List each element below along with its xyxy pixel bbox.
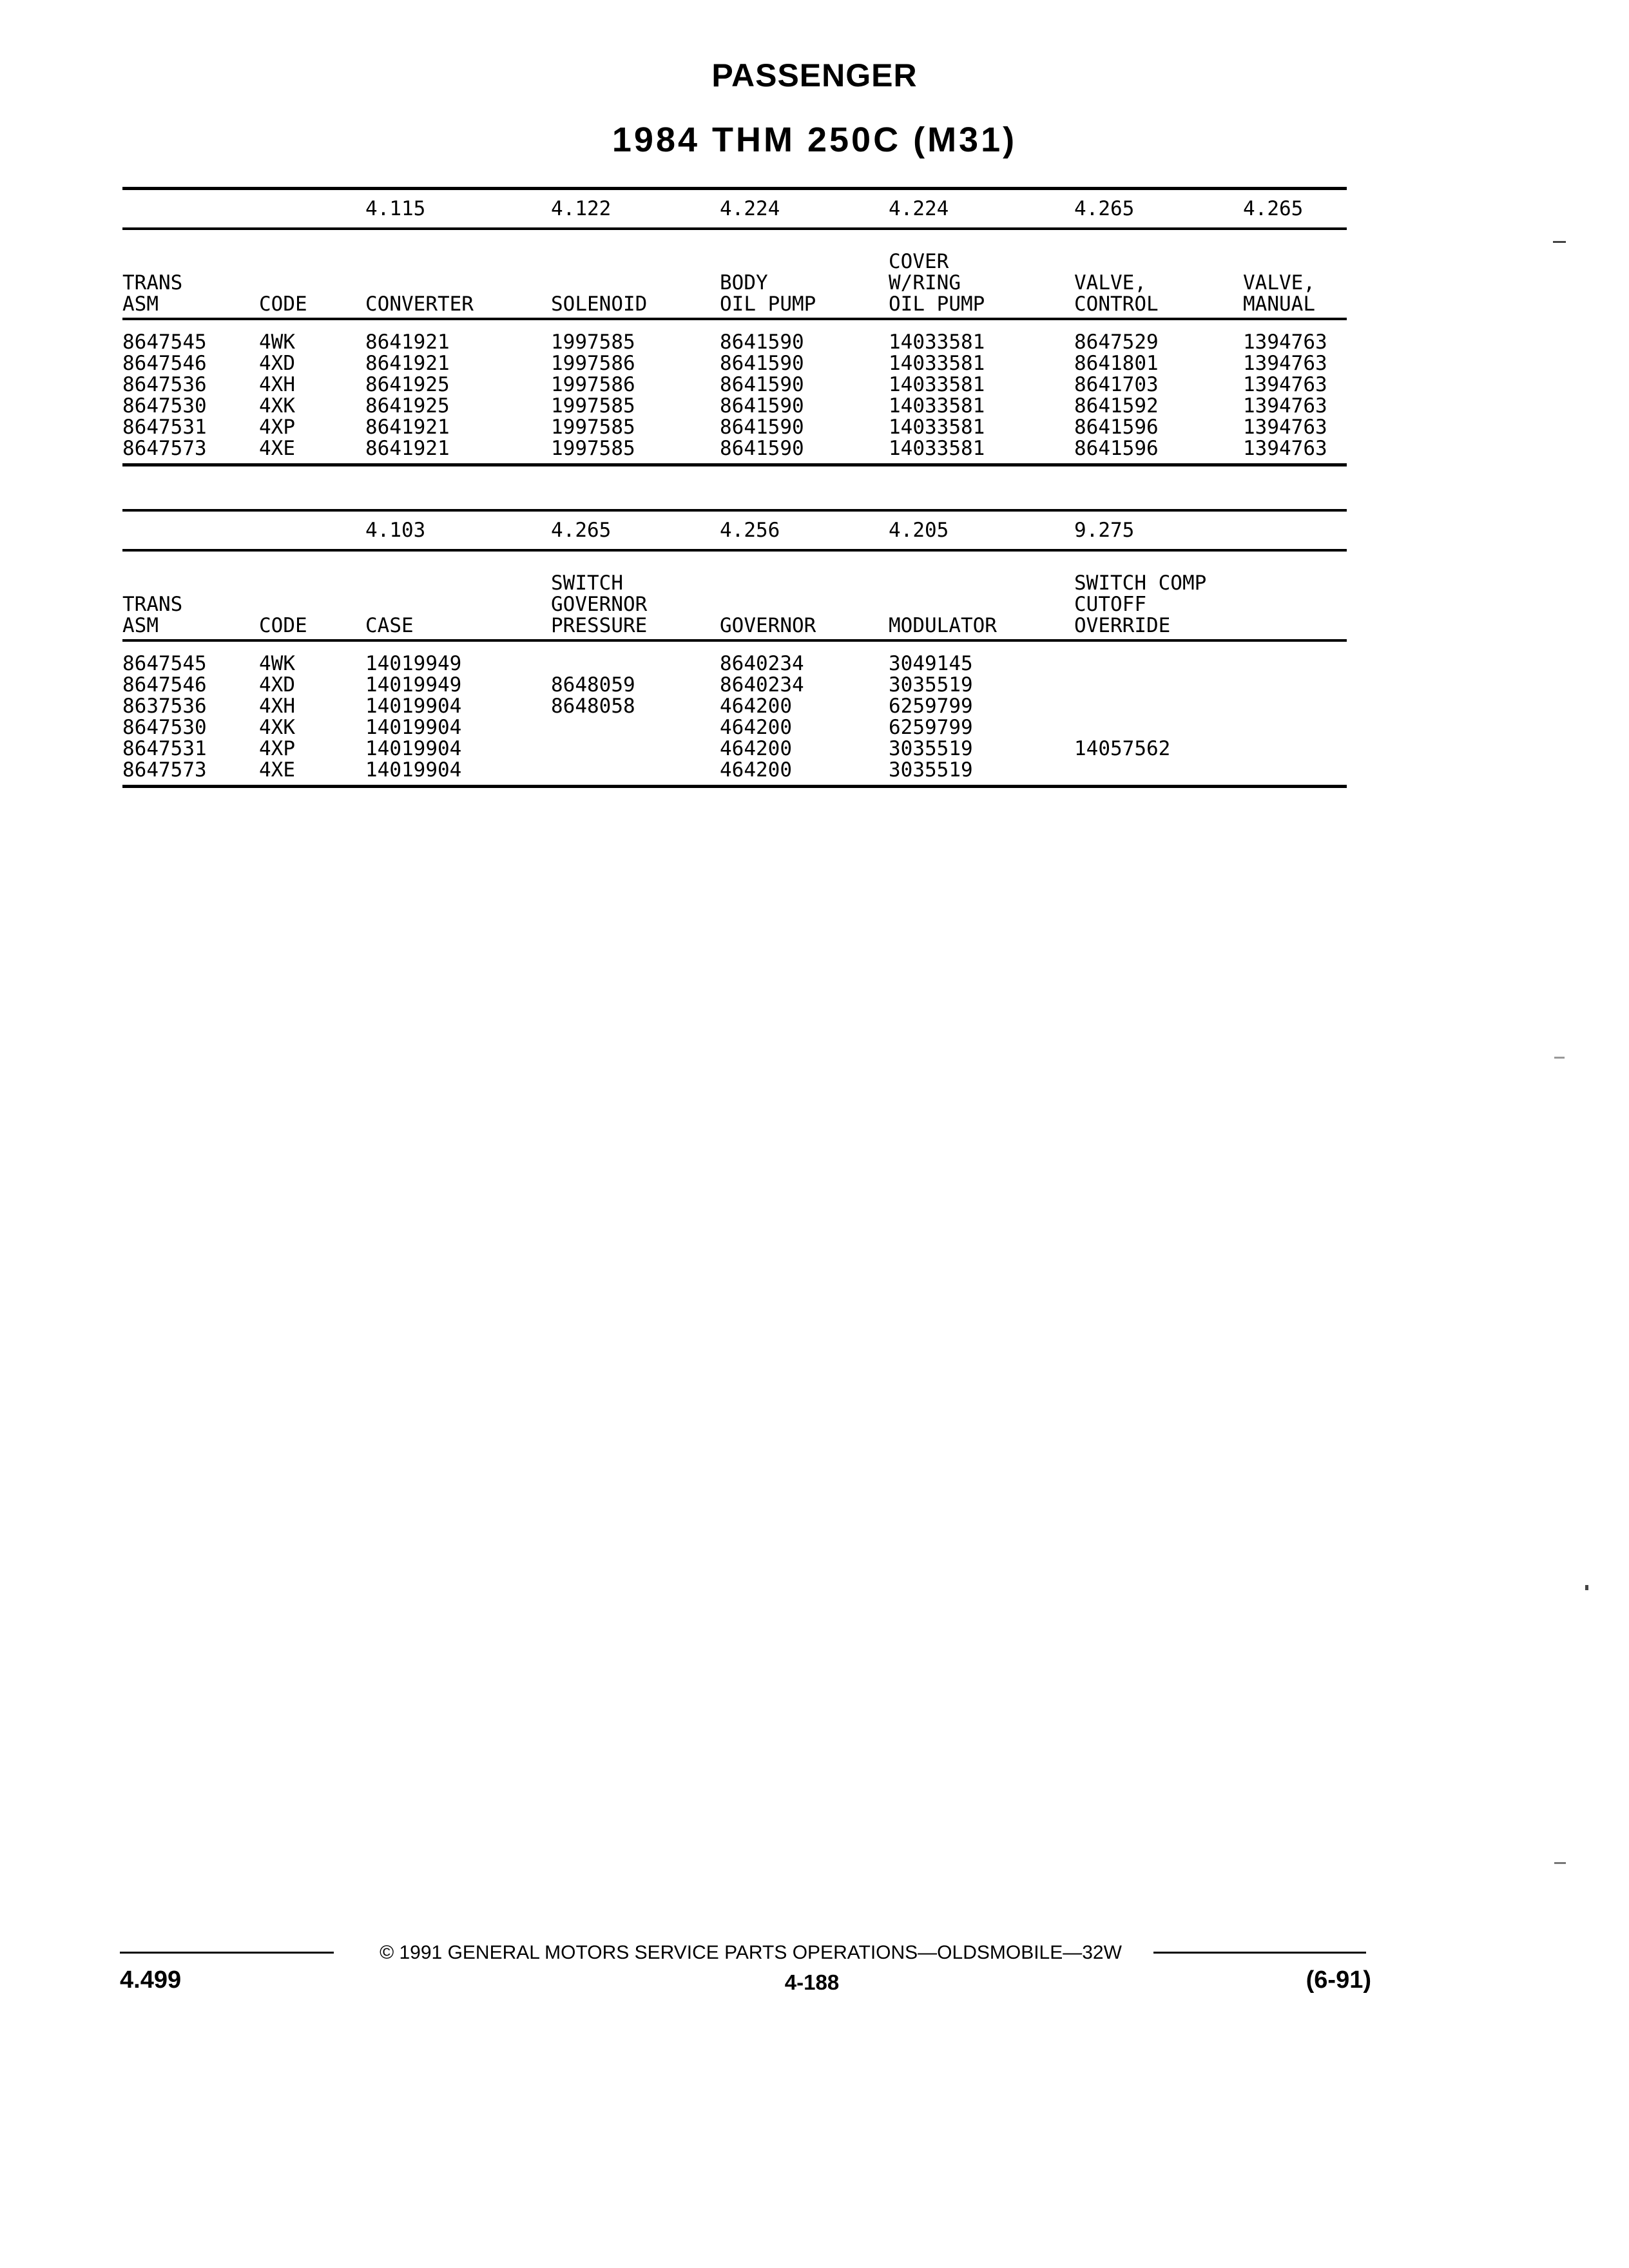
scan-mark: [1553, 241, 1566, 243]
ref-cell: 4.224: [889, 197, 949, 220]
table-cell: 14033581: [889, 416, 985, 439]
table-row: [122, 738, 1347, 760]
table-row: [122, 760, 1347, 787]
column-header-cover-oil-pump: COVER W/RING OIL PUMP: [889, 250, 985, 316]
ref-cell: 4.205: [889, 518, 949, 542]
table-row: [122, 438, 1347, 465]
table-cell: 8648059: [551, 673, 635, 697]
table-cell: 464200: [720, 737, 792, 760]
table-cell: 4XD: [259, 673, 295, 697]
table-cell: 3049145: [889, 652, 973, 675]
column-header-trans-asm: TRANS ASM: [122, 593, 183, 637]
table-cell: 4WK: [259, 331, 295, 354]
table-cell: 8640234: [720, 652, 804, 675]
table-cell: 8641590: [720, 373, 804, 396]
table-cell: 8647531: [122, 737, 207, 760]
ref-cell: [122, 510, 259, 550]
table-row: [122, 717, 1347, 738]
table-cell: 8641592: [1074, 394, 1159, 418]
ref-cell: 4.256: [720, 518, 780, 542]
table-cell: 8647546: [122, 673, 207, 697]
table-cell: [1243, 717, 1347, 738]
table-cell: 1997585: [551, 437, 635, 460]
table-cell: 1394763: [1243, 331, 1327, 354]
table-cell: 8641921: [365, 437, 450, 460]
table-cell: 14019904: [365, 737, 462, 760]
scan-mark: [1554, 1862, 1566, 1864]
table-cell: 6259799: [889, 716, 973, 739]
table-cell: 8647545: [122, 652, 207, 675]
ref-cell: [259, 510, 365, 550]
table-cell: 8641921: [365, 331, 450, 354]
table-row: [122, 640, 1347, 675]
table-cell: 14019949: [365, 652, 462, 675]
table-cell: 8641921: [365, 352, 450, 375]
column-header-trans-asm: TRANS ASM: [122, 271, 183, 316]
table-cell: 8641590: [720, 437, 804, 460]
table-cell: 1997586: [551, 373, 635, 396]
page-title: PASSENGER: [711, 57, 918, 93]
table-cell: 8641596: [1074, 416, 1159, 439]
table-cell: 464200: [720, 716, 792, 739]
parts-table-1: [122, 187, 1347, 466]
ref-cell: 9.275: [1074, 518, 1135, 542]
column-header-switch-comp-cutoff-override: SWITCH COMP CUTOFF OVERRIDE: [1074, 572, 1207, 637]
table-cell: 1394763: [1243, 437, 1327, 460]
column-header-governor: GOVERNOR: [720, 614, 816, 637]
table-cell: [1243, 640, 1347, 675]
table-cell: 1997585: [551, 394, 635, 418]
table-cell: 14019949: [365, 673, 462, 697]
parts-table-2: [122, 509, 1347, 788]
table-body: [122, 319, 1347, 465]
column-header-empty: [1243, 550, 1347, 640]
column-header-switch-governor-pressure: SWITCH GOVERNOR PRESSURE: [551, 572, 648, 637]
column-header-body-oil-pump: BODY OIL PUMP: [720, 271, 816, 316]
table-cell: 464200: [720, 758, 792, 782]
table-cell: 1997585: [551, 331, 635, 354]
column-header-solenoid: SOLENOID: [551, 293, 648, 316]
column-header-modulator: MODULATOR: [889, 614, 997, 637]
table-row: [122, 675, 1347, 696]
scan-mark: [1585, 1585, 1588, 1590]
table-cell: 4XK: [259, 716, 295, 739]
table-row: [122, 374, 1347, 396]
table-cell: 14019904: [365, 695, 462, 718]
table-row: [122, 417, 1347, 438]
table-cell: 4XH: [259, 373, 295, 396]
table-cell: 8641590: [720, 331, 804, 354]
column-header-case: CASE: [365, 614, 414, 637]
table-cell: 1394763: [1243, 373, 1327, 396]
table-cell: [1074, 696, 1243, 717]
table-cell: 8641590: [720, 394, 804, 418]
table-cell: [551, 640, 720, 675]
table-cell: 8640234: [720, 673, 804, 697]
footer-rule-left: [120, 1952, 334, 1954]
table-cell: 8641596: [1074, 437, 1159, 460]
table-cell: [1243, 738, 1347, 760]
ref-cell: [259, 189, 365, 229]
ref-cell: 4.122: [551, 197, 612, 220]
section-number: 4.499: [120, 1966, 182, 1994]
table-cell: 4WK: [259, 652, 295, 675]
table-cell: 14033581: [889, 352, 985, 375]
table-cell: 4XK: [259, 394, 295, 418]
table-cell: [551, 760, 720, 787]
table-body: [122, 640, 1347, 787]
table-row: [122, 696, 1347, 717]
table-cell: 464200: [720, 695, 792, 718]
table-cell: [1074, 640, 1243, 675]
table-cell: 8641925: [365, 373, 450, 396]
ref-cell: 4.265: [1074, 197, 1135, 220]
table-cell: 4XE: [259, 437, 295, 460]
table-cell: 8641590: [720, 352, 804, 375]
table-cell: 8647545: [122, 331, 207, 354]
table-cell: 8641590: [720, 416, 804, 439]
table-cell: 3035519: [889, 758, 973, 782]
column-header-row: [122, 550, 1347, 640]
table-cell: 14019904: [365, 758, 462, 782]
table-cell: 8641703: [1074, 373, 1159, 396]
ref-cell: 4.224: [720, 197, 780, 220]
ref-cell: [122, 189, 259, 229]
ref-cell: 4.265: [1243, 197, 1304, 220]
table-cell: 4XD: [259, 352, 295, 375]
table-row: [122, 319, 1347, 353]
table-cell: 8647573: [122, 758, 207, 782]
table-row: [122, 353, 1347, 374]
table-cell: 14019904: [365, 716, 462, 739]
column-header-converter: CONVERTER: [365, 293, 474, 316]
table-cell: [1243, 760, 1347, 787]
page-subtitle: 1984 THM 250C (M31): [612, 120, 1017, 159]
table-cell: [1074, 760, 1243, 787]
table-cell: 8641801: [1074, 352, 1159, 375]
table-cell: 1394763: [1243, 394, 1327, 418]
table-cell: 14057562: [1074, 737, 1171, 760]
table-cell: 4XE: [259, 758, 295, 782]
table-row: [122, 396, 1347, 417]
reference-row: [122, 510, 1347, 550]
table-cell: 6259799: [889, 695, 973, 718]
table-cell: [551, 717, 720, 738]
column-header-code: CODE: [259, 293, 307, 316]
page-number: 4-188: [784, 1970, 840, 1994]
table-cell: 14033581: [889, 437, 985, 460]
table-cell: 14033581: [889, 394, 985, 418]
column-header-valve-control: VALVE, CONTROL: [1074, 271, 1159, 316]
table-cell: 4XH: [259, 695, 295, 718]
table-cell: 8647530: [122, 394, 207, 418]
footer-copyright: © 1991 GENERAL MOTORS SERVICE PARTS OPERATIONS—OLDSMOBILE—32W: [380, 1942, 1122, 1963]
table-cell: 14033581: [889, 331, 985, 354]
column-header-code: CODE: [259, 614, 307, 637]
table-cell: 8647546: [122, 352, 207, 375]
table-cell: [1243, 696, 1347, 717]
table-cell: 8637536: [122, 695, 207, 718]
table-cell: 8648058: [551, 695, 635, 718]
table-cell: 8647531: [122, 416, 207, 439]
table-cell: 1394763: [1243, 416, 1327, 439]
table-cell: 8647530: [122, 716, 207, 739]
ref-cell: 4.265: [551, 518, 612, 542]
table-cell: 4XP: [259, 416, 295, 439]
footer-rule-right: [1153, 1952, 1366, 1954]
table-cell: 8641921: [365, 416, 450, 439]
table-cell: 8641925: [365, 394, 450, 418]
table-cell: 3035519: [889, 673, 973, 697]
ref-cell: 4.115: [365, 197, 426, 220]
scan-mark: [1554, 1057, 1565, 1059]
table-cell: 1997586: [551, 352, 635, 375]
table-cell: 4XP: [259, 737, 295, 760]
table-cell: 8647536: [122, 373, 207, 396]
table-cell: 1394763: [1243, 352, 1327, 375]
table-cell: [1074, 717, 1243, 738]
table-cell: [551, 738, 720, 760]
reference-row: [122, 189, 1347, 229]
revision-date: (6-91): [1306, 1966, 1371, 1994]
table-cell: 8647573: [122, 437, 207, 460]
table-cell: 14033581: [889, 373, 985, 396]
ref-cell: [1243, 510, 1347, 550]
column-header-row: [122, 229, 1347, 319]
table-cell: 8647529: [1074, 331, 1159, 354]
table-cell: [1074, 675, 1243, 696]
column-header-valve-manual: VALVE, MANUAL: [1243, 271, 1315, 316]
table-cell: 1997585: [551, 416, 635, 439]
table-cell: 3035519: [889, 737, 973, 760]
table-cell: [1243, 675, 1347, 696]
ref-cell: 4.103: [365, 518, 426, 542]
